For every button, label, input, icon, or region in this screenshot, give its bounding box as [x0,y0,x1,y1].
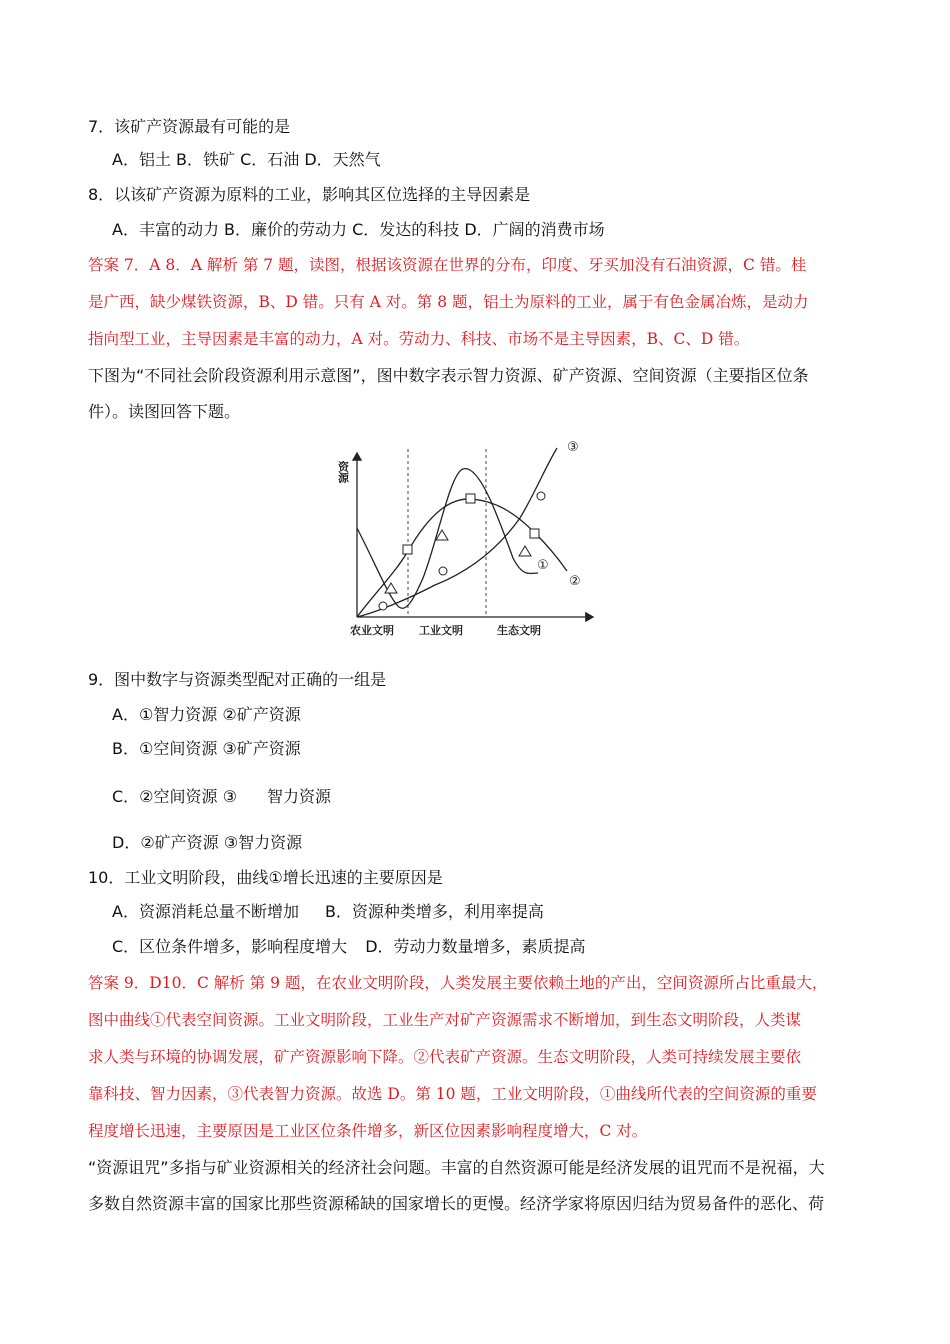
curve-2-marker [403,545,412,554]
q10-option-c: C．区位条件增多，影响程度增大 [112,937,348,956]
curve-3-marker [537,492,545,500]
curve-label-1: ① [537,558,549,573]
q9-option-c [112,786,331,808]
stage-label-eco: 生态文明 [497,624,541,637]
q10-option-b: B．资源种类增多，利用率提高 [324,902,544,921]
curve-3-marker [439,567,447,575]
curse-para-line-2: 多数自然资源丰富的国家比那些资源稀缺的国家增长的更慢。经济学家将原因归结为贸易备件的恶化、荷 [88,1194,825,1213]
curve-label-3: ③ [567,440,579,455]
answer-7-8-line-2: 是广西，缺少煤铁资源，B、D 错。只有 A 对。第 8 题，铝土为原料的工业，属于有色金属冶炼，是动力 [88,293,809,311]
q7-stem: 7．该矿产资源最有可能的是 [88,117,291,136]
answer-7-8-line-3: 指向型工业，主导因素是丰富的动力，A 对。劳动力、科技、市场不是主导因素，B、C、D 错。 [88,330,750,348]
q7-options: A．铝土 B．铁矿 C．石油 D．天然气 [112,150,381,169]
answer-7-8-line-1: 答案 7．A 8．A 解析 第 7 题，读图，根据该资源在世界的分布，印度、牙买加没有石油资源，C 错。桂 [88,256,807,274]
curve-2 [357,499,567,617]
answer-9-10-line-3: 求人类与环境的协调发展，矿产资源影响下降。②代表矿产资源。生态文明阶段，人类可持续发展主要依 [88,1048,802,1066]
stage-label-agri: 农业文明 [350,624,394,637]
curve-2-marker [466,494,475,503]
curse-para-line-1: “资源诅咒”多指与矿业资源相关的经济社会问题。丰富的自然资源可能是经济发展的诅咒而不是祝福，大 [88,1158,825,1177]
q10-option-d: D．劳动力数量增多，素质提高 [365,937,586,956]
q9-option-d: D．②矿产资源 ③智力资源 [112,833,303,852]
resource-utilization-figure [335,433,615,643]
stage-label-industry: 工业文明 [419,624,463,637]
q9-option-a: A．①智力资源 ②矿产资源 [112,705,301,724]
q10-options-row-1 [112,901,544,923]
curve-1-marker [519,546,531,556]
answer-9-10-line-2: 图中曲线①代表空间资源。工业文明阶段，工业生产对矿产资源需求不断增加，到生态文明阶段，人类谋 [88,1011,802,1029]
q9-stem: 9．图中数字与资源类型配对正确的一组是 [88,670,387,689]
answer-9-10-line-1: 答案 9．D10．C 解析 第 9 题，在农业文明阶段，人类发展主要依赖土地的产出，空间资源所占比重最大， [88,974,828,992]
answer-9-10-line-5: 程度增长迅速，主要原因是工业区位条件增多，新区位因素影响程度增大，C 对。 [88,1122,648,1140]
intro-line-2: 件）。读图回答下题。 [88,402,241,421]
q10-options-row-2 [112,936,586,958]
q9-option-c-left: C．②空间资源 ③ [112,787,237,806]
curve-3-marker [379,602,387,610]
q8-options: A．丰富的动力 B．廉价的劳动力 C．发达的科技 D．广阔的消费市场 [112,220,605,239]
intro-line-1: 下图为“不同社会阶段资源利用示意图”，图中数字表示智力资源、矿产资源、空间资源（主要指区位条 [88,366,809,385]
curve-label-2: ② [569,574,581,589]
q10-stem: 10．工业文明阶段，曲线①增长迅速的主要原因是 [88,868,443,887]
q10-option-a: A．资源消耗总量不断增加 [112,902,299,921]
q9-option-b: B．①空间资源 ③矿产资源 [112,739,301,758]
answer-9-10-line-4: 靠科技、智力因素，③代表智力资源。故选 D。第 10 题，工业文明阶段，①曲线所代表的空间资源的重要 [88,1085,817,1103]
q8-stem: 8．以该矿产资源为原料的工业，影响其区位选择的主导因素是 [88,185,531,204]
q9-option-c-right: 智力资源 [266,787,331,806]
curve-2-marker [530,529,539,538]
y-axis-label: 资源 [336,461,350,483]
